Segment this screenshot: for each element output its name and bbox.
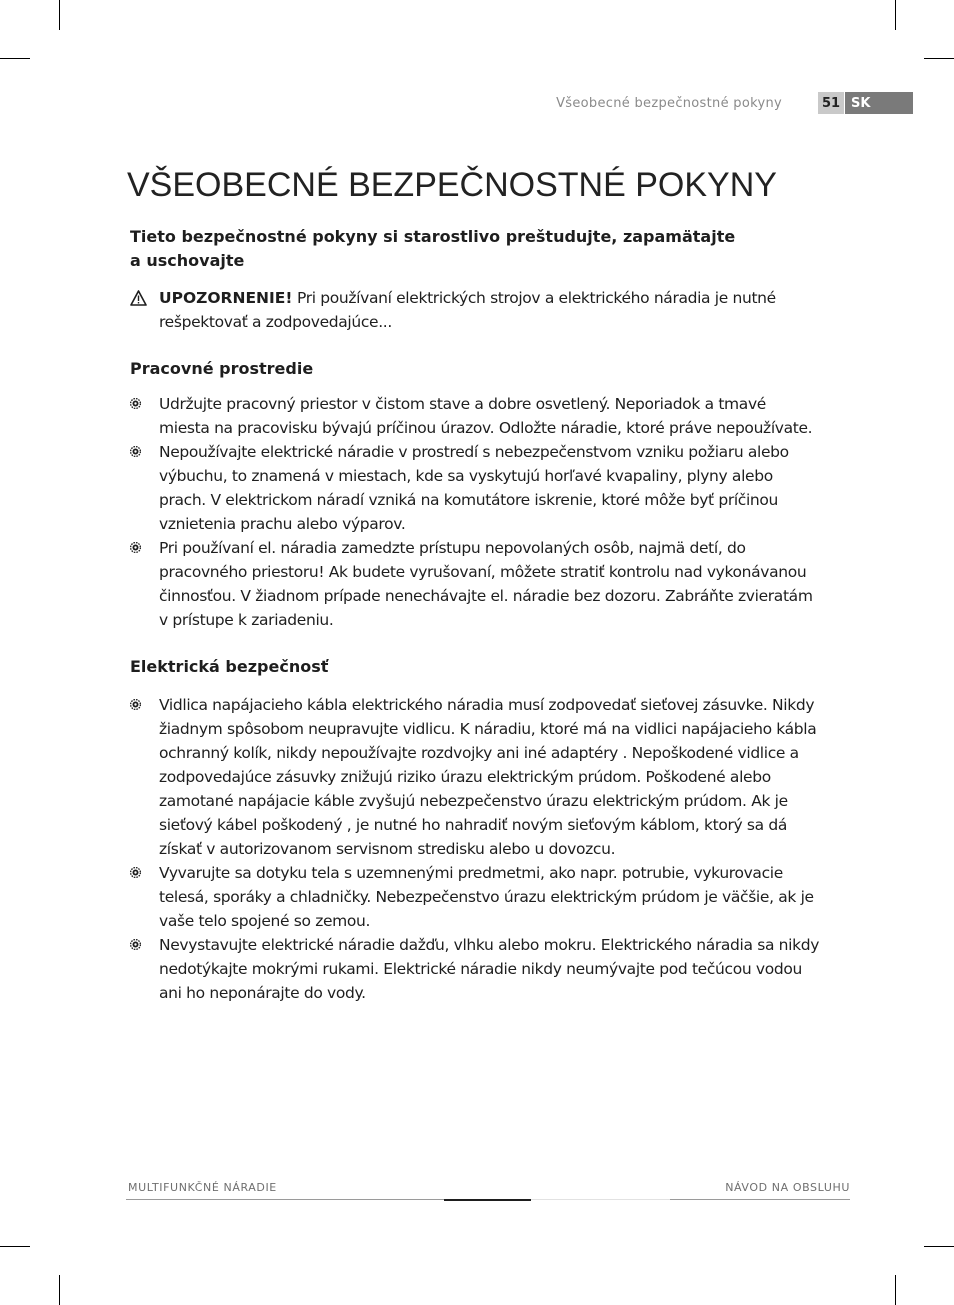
list-item — [130, 440, 820, 536]
list-item-text: Pri používaní el. náradia zamedzte prístupu nepovolaných osôb, najmä detí, do pracovného priestoru! Ak budete vyrušovaní, môžete stratiť kontrolu nad vykonávanou činnosťou. V žiadnom prípade nenechávajte el. náradie bez dozoru. Zabráňte zvieratám v prístupe k zariadeniu. — [159, 539, 813, 629]
section-title-electrical-safety: Elektrická bezpečnosť — [130, 657, 329, 676]
gear-bullet-icon — [130, 939, 141, 950]
list-item — [130, 933, 820, 1005]
footer-doc-type: NÁVOD NA OBSLUHU — [725, 1181, 850, 1194]
list-item — [130, 536, 820, 632]
warning-text: Pri používaní elektrických strojov a elektrického náradia je nutné rešpektovať a zodpovedajúce... — [159, 289, 776, 331]
warning-triangle-icon — [130, 290, 147, 306]
list-item-text: Vyvarujte sa dotyku tela s uzemnenými predmetmi, ako napr. potrubie, vykurovacie telesá, sporáky a chladničky. Nebezpečenstvo úrazu elektrickým prúdom je väčšie, ak je vaše telo spojené so zemou. — [159, 864, 814, 930]
list-item — [130, 392, 820, 440]
crop-mark — [59, 0, 60, 30]
crop-mark — [0, 1246, 30, 1247]
language-tab: SK — [845, 92, 913, 114]
warning-label: UPOZORNENIE! — [159, 289, 293, 307]
crop-mark — [59, 1275, 60, 1305]
running-header: Všeobecné bezpečnostné pokyny — [556, 96, 782, 111]
gear-bullet-icon — [130, 867, 141, 878]
gear-bullet-icon — [130, 542, 141, 553]
main-content — [127, 160, 820, 1005]
list-item-text: Nevystavujte elektrické náradie dažďu, vlhku alebo mokru. Elektrického náradia sa nikdy nedotýkajte mokrými rukami. Elektrické náradie nikdy neumývajte pod tečúcou vodou ani ho neponárajte do vody. — [159, 936, 820, 1002]
list-item — [130, 693, 820, 861]
list-item-text: Vidlica napájacieho kábla elektrického náradia musí zodpovedať sieťovej zásuvke. Nikdy žiadnym spôsobom neupravujte vidlicu. K náradiu, ktoré má na vidlici napájacieho kábla ochranný kolík, nikdy nepoužívajte rozdvojky ani iné adaptéry . Nepoškodené vidlice a zodpovedajúce zásuvky znižujú riziko úrazu elektrickým prúdom. Poškodené alebo zamotané napájacie káble zvyšujú nebezpečenstvo úrazu elektrickým prúdom. Ak je sieťový kábel poškodený , je nutné ho nahradiť novým sieťovým káblom, ktorý sa dá získať v autorizovanom servisnom stredisku alebo u dovozcu. — [159, 696, 817, 858]
page-number: 51 — [818, 92, 844, 114]
footer-rule — [670, 1199, 850, 1200]
crop-mark — [895, 1275, 896, 1305]
crop-mark — [924, 58, 954, 59]
footer-rule-accent — [444, 1199, 531, 1201]
gear-bullet-icon — [130, 699, 141, 710]
footer-rule — [531, 1199, 670, 1200]
gear-bullet-icon — [130, 398, 141, 409]
list-item-text: Nepoužívajte elektrické náradie v prostredí s nebezpečenstvom vzniku požiaru alebo výbuchu, to znamená v miestach, kde sa vyskytujú horľavé kvapaliny, plyny alebo prach. V elektrickom náradí vzniká na komutátore iskrenie, ktoré môže byť príčinou vznietenia prachu alebo výparov. — [159, 443, 789, 533]
page-title: VŠEOBECNÉ BEZPEČNOSTNÉ POKYNY — [127, 166, 777, 204]
crop-mark — [0, 58, 30, 59]
electrical-safety-list — [130, 693, 820, 1005]
section-title-work-area: Pracovné prostredie — [130, 359, 314, 378]
footer-product-name: MULTIFUNKČNÉ NÁRADIE — [128, 1181, 277, 1194]
work-area-list — [130, 392, 820, 632]
list-item-text: Udržujte pracovný priestor v čistom stave a dobre osvetlený. Neporiadok a tmavé miesta na pracovisku bývajú príčinou úrazov. Odložte náradie, ktoré práve nepoužívate. — [159, 395, 813, 437]
warning-note — [130, 286, 820, 334]
footer-rule — [126, 1199, 444, 1200]
list-item — [130, 861, 820, 933]
crop-mark — [924, 1246, 954, 1247]
crop-mark — [895, 0, 896, 30]
intro-heading: Tieto bezpečnostné pokyny si starostlivo preštudujte, zapamätajte a uschovajte — [130, 227, 736, 270]
gear-bullet-icon — [130, 446, 141, 457]
